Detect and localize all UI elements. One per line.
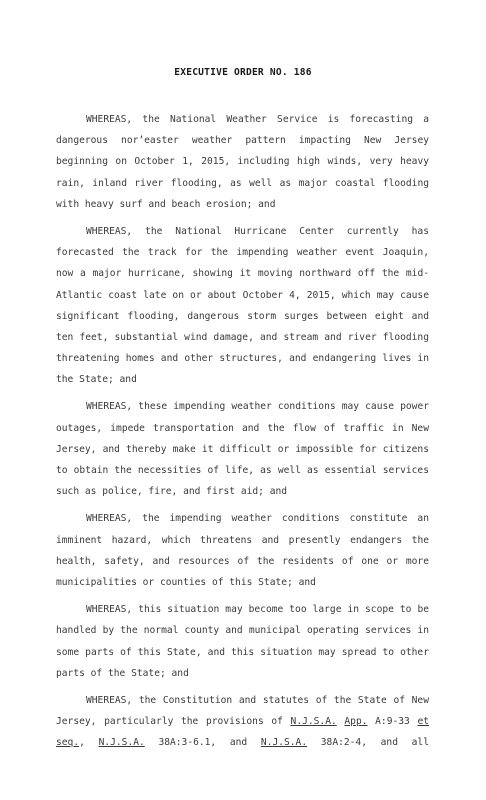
citation-text: N.J.S.A. xyxy=(290,716,337,728)
text-line: WHEREAS, these impending weather conditions may cause power xyxy=(86,401,429,413)
text-line: such as police, fire, and first aid; and xyxy=(56,486,288,498)
text-segment: 38A:3-6.1, and xyxy=(144,737,261,749)
text-line: WHEREAS, the National Weather Service is forecasting a xyxy=(86,114,429,125)
text-line: WHEREAS, the National Hurricane Center currently has xyxy=(86,225,429,237)
text-line: outages, impede transportation and the flow of traffic in New xyxy=(56,422,429,434)
text-line: some parts of this State, and this situation may spread to other xyxy=(56,646,429,658)
text-line: rain, inland river flooding, as well as major coastal flooding xyxy=(56,177,429,189)
text-segment: Jersey, particularly the provisions of xyxy=(56,716,291,728)
text-line xyxy=(56,732,429,753)
text-line: Jersey, and thereby make it difficult or impossible for citizens xyxy=(56,443,429,455)
document-body xyxy=(56,109,429,759)
paragraph-5 xyxy=(56,599,429,684)
text-line: now a major hurricane, showing it moving northward off the mid- xyxy=(56,268,429,280)
citation-text: seq. xyxy=(56,737,80,749)
text-segment: 38A:2-4, and all xyxy=(307,737,429,749)
text-line: to obtain the necessities of life, as well as essential services xyxy=(56,465,429,476)
page-title: EXECUTIVE ORDER NO. 186 xyxy=(174,67,312,78)
text-line: threatening homes and other structures, and endangering lives in xyxy=(56,353,429,365)
text-line: WHEREAS, the Constitution and statutes of the State of New xyxy=(86,694,429,706)
text-line: imminent hazard, which threatens and presently endangers the xyxy=(56,534,429,546)
text-line: the State; and xyxy=(56,374,137,386)
text-segment: , xyxy=(79,737,99,749)
text-line: WHEREAS, this situation may become too large in scope to be xyxy=(86,604,429,616)
text-line: municipalities or counties of this State; and xyxy=(56,576,316,588)
citation-text: et xyxy=(417,716,429,728)
text-line: WHEREAS, the impending weather conditions constitute an xyxy=(86,513,429,525)
citation-text: N.J.S.A. xyxy=(260,737,308,749)
paragraph-4 xyxy=(56,508,429,593)
text-line: with heavy surf and beach erosion; and xyxy=(56,198,276,210)
citation-text: N.J.S.A. xyxy=(98,737,145,749)
text-segment: A:9-33 xyxy=(367,716,418,728)
citation-text: App. xyxy=(344,716,368,728)
paragraph-1 xyxy=(56,109,429,215)
text-line: beginning on October 1, 2015, including high winds, very heavy xyxy=(56,156,429,168)
text-line xyxy=(56,711,429,732)
text-line: significant flooding, dangerous storm surges between eight and xyxy=(56,310,429,322)
text-line: parts of the State; and xyxy=(56,667,189,679)
text-line: health, safety, and resources of the residents of one or more xyxy=(56,555,429,567)
text-line: dangerous nor’easter weather pattern impacting New Jersey xyxy=(56,135,429,147)
text-line: forecasted the track for the impending weather event Joaquin, xyxy=(56,247,429,259)
paragraph-2 xyxy=(56,221,429,391)
text-line: handled by the normal county and municipal operating services in xyxy=(56,625,429,637)
text-line: ten feet, substantial wind damage, and stream and river flooding xyxy=(56,331,429,343)
paragraph-3 xyxy=(56,396,429,502)
text-line: Atlantic coast late on or about October 4, 2015, which may cause xyxy=(56,289,429,301)
paragraph-6 xyxy=(56,690,429,754)
